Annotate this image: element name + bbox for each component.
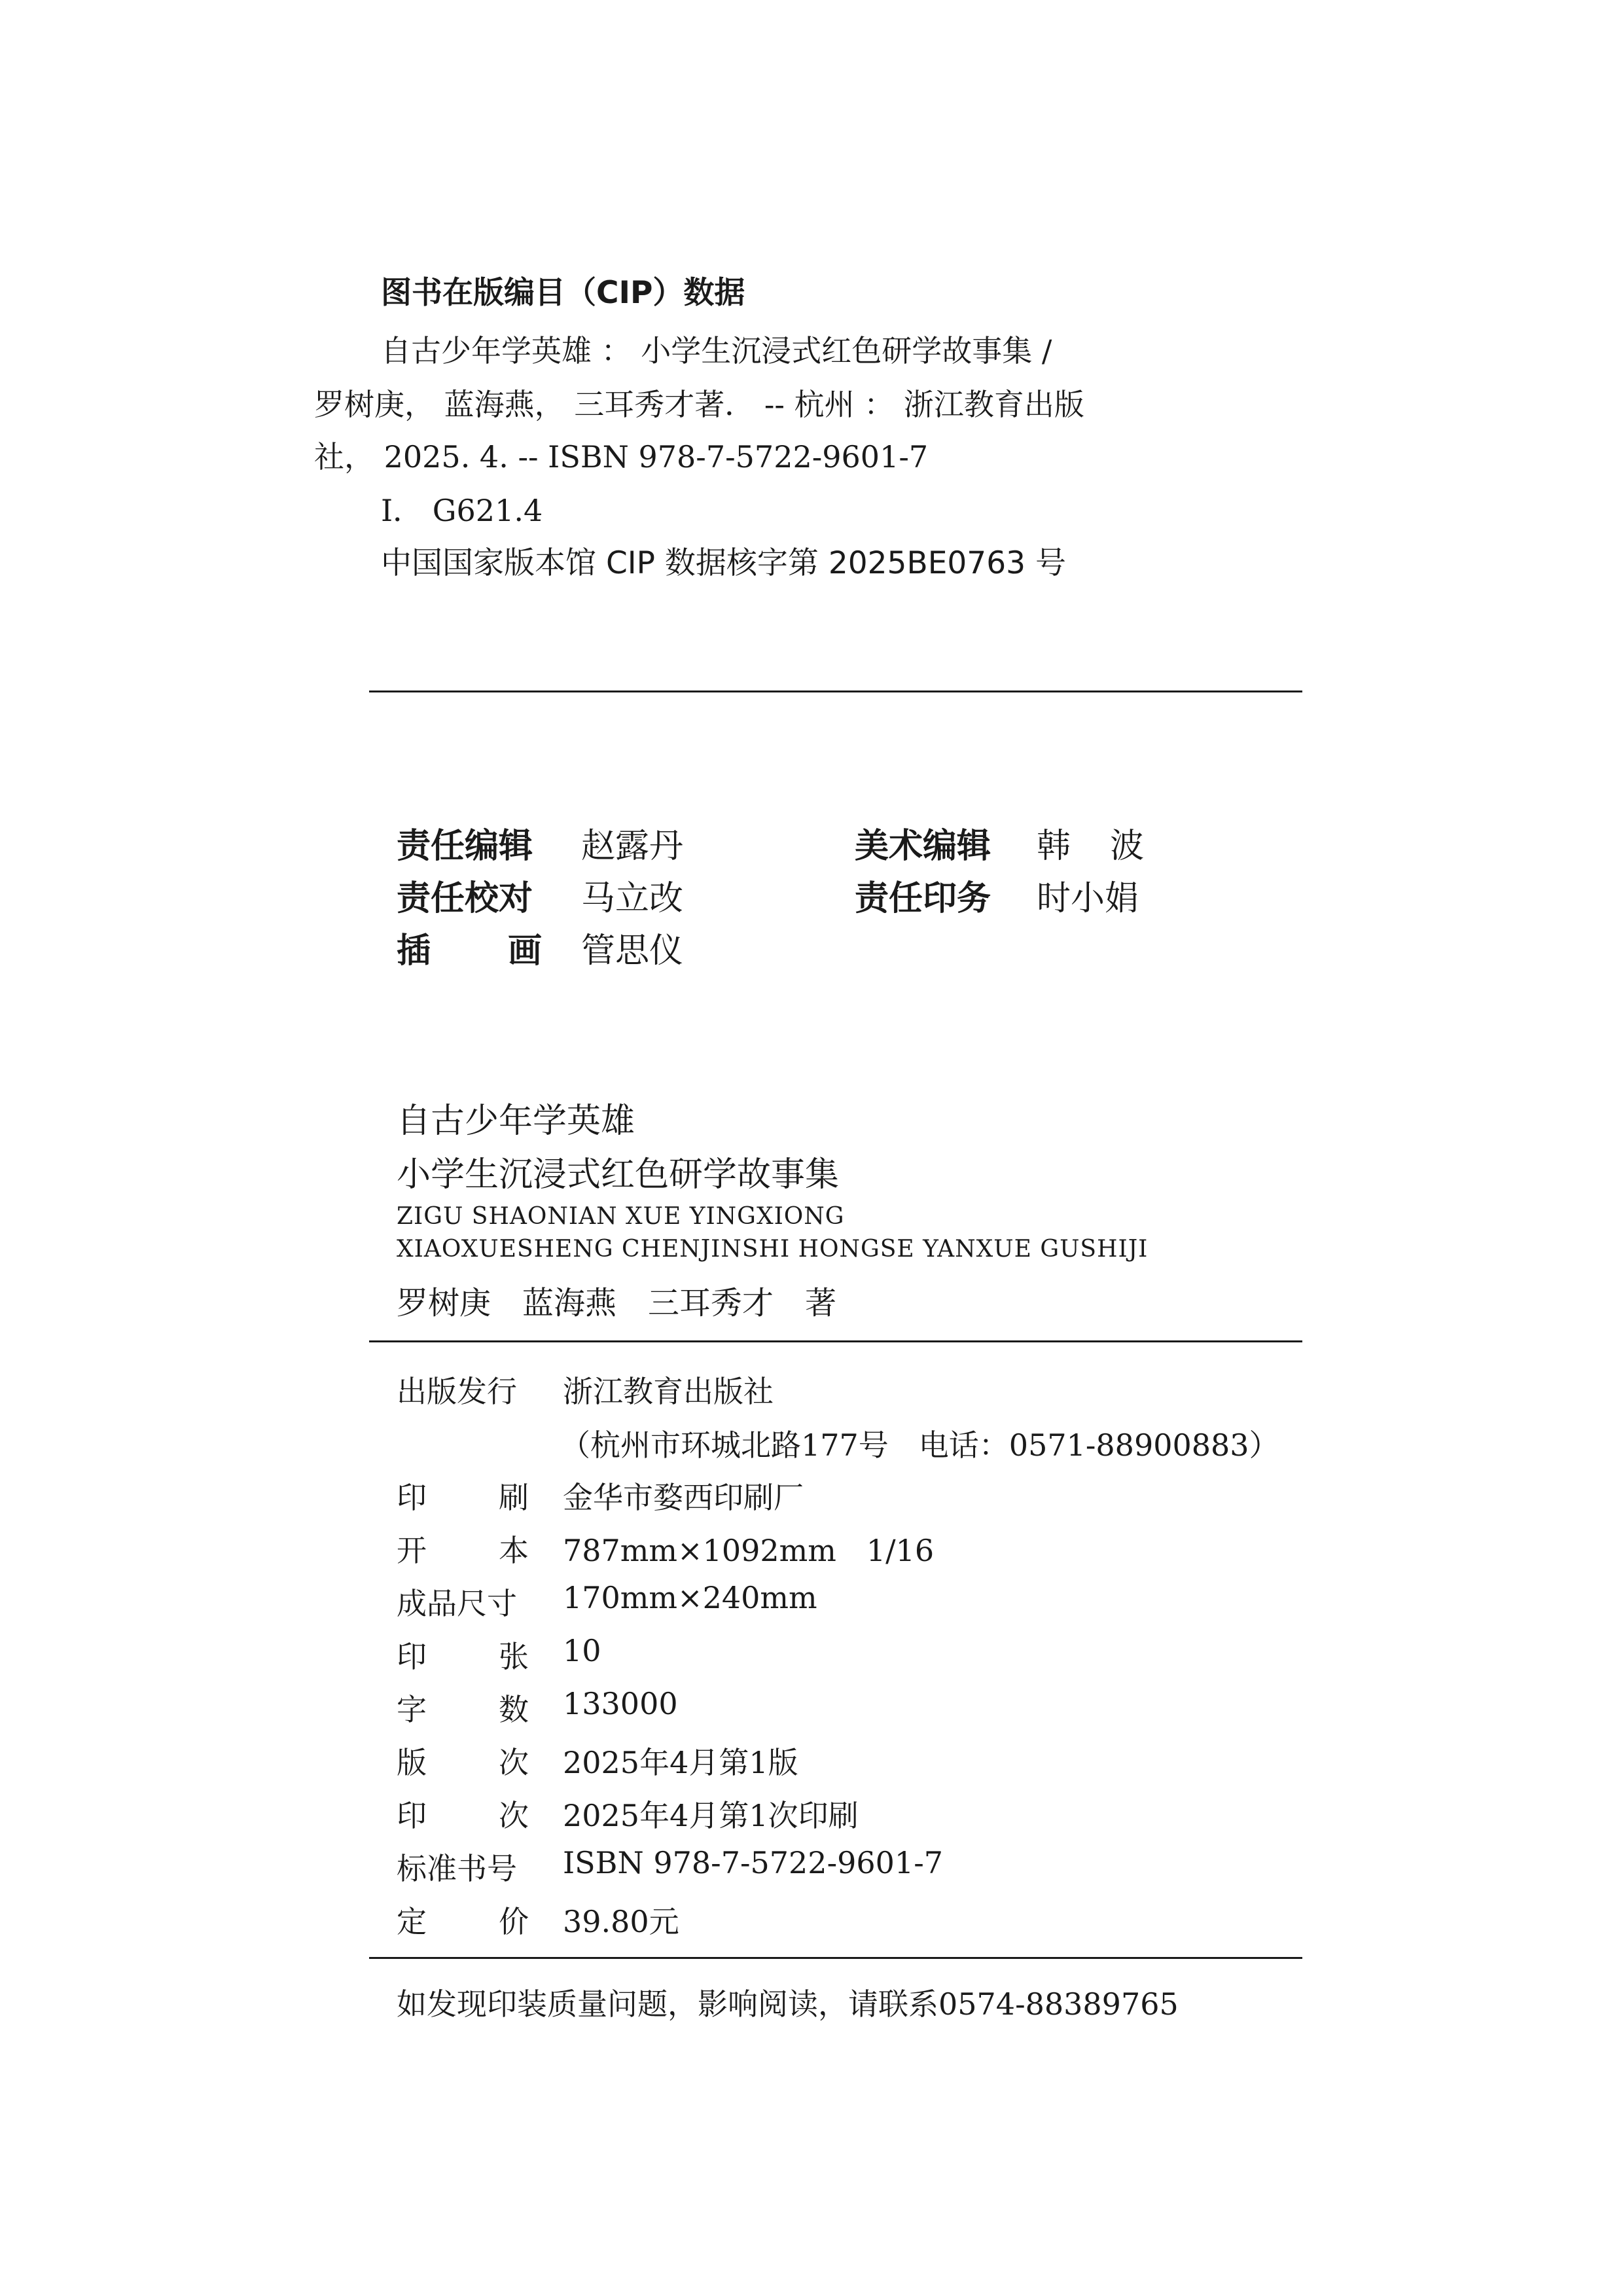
- divider-bottom: [369, 1957, 1302, 1959]
- publisher-address: （杭州市环城北路177号 电话：0571-88900883）: [560, 1427, 1279, 1463]
- impression-label-2: 次: [499, 1798, 529, 1833]
- edition-label-2: 次: [499, 1745, 529, 1780]
- cip-line-1: 自古少年学英雄 ： 小学生沉浸式红色研学故事集 /: [381, 333, 1052, 368]
- printer-value: 金华市婺西印刷厂: [563, 1480, 804, 1515]
- book-subtitle: 小学生沉浸式红色研学故事集: [397, 1155, 840, 1194]
- cip-line-5: 中国国家版本馆 CIP 数据核字第 2025BE0763 号: [381, 545, 1066, 581]
- word-count-label-1: 字: [397, 1692, 427, 1727]
- edition-label-1: 版: [397, 1745, 427, 1780]
- book-authors: 罗树庚 蓝海燕 三耳秀才 著: [397, 1285, 837, 1321]
- word-count-value: 133000: [563, 1686, 678, 1721]
- price-value: 39.80元: [563, 1904, 679, 1939]
- art-editor-value-1: 韩: [1037, 827, 1071, 866]
- cip-line-4: Ⅰ． G621.4: [381, 493, 543, 528]
- art-editor-label: 美术编辑: [855, 827, 991, 866]
- publisher-label: 出版发行: [397, 1374, 517, 1409]
- format-label-2: 本: [499, 1533, 529, 1568]
- illustrator-value: 管思仪: [581, 931, 684, 971]
- printer-label-1: 印: [397, 1480, 427, 1515]
- sheets-label-1: 印: [397, 1639, 427, 1674]
- sheets-label-2: 张: [499, 1639, 529, 1674]
- publisher-value: 浙江教育出版社: [563, 1374, 774, 1409]
- printer-label-2: 刷: [499, 1480, 529, 1515]
- price-label-1: 定: [397, 1904, 427, 1939]
- quality-notice: 如发现印装质量问题，影响阅读，请联系0574-88389765: [397, 1986, 1179, 2022]
- pinyin-subtitle: XIAOXUESHENG CHENJINSHI HONGSE YANXUE GUSHIJI: [397, 1236, 1149, 1263]
- size-value: 170mm×240mm: [563, 1580, 817, 1615]
- illustrator-label-1: 插: [397, 931, 431, 971]
- editor-value: 赵露丹: [581, 827, 684, 866]
- print-supervisor-label: 责任印务: [855, 879, 991, 918]
- format-value: 787mm×1092mm 1/16: [563, 1533, 935, 1568]
- sheets-value: 10: [563, 1633, 601, 1668]
- impression-value: 2025年4月第1次印刷: [563, 1798, 859, 1833]
- proofreader-value: 马立改: [581, 879, 684, 918]
- pinyin-title: ZIGU SHAONIAN XUE YINGXIONG: [397, 1203, 845, 1230]
- art-editor-value-2: 波: [1110, 827, 1145, 866]
- word-count-label-2: 数: [499, 1692, 529, 1727]
- format-label-1: 开: [397, 1533, 427, 1568]
- proofreader-label: 责任校对: [397, 879, 533, 918]
- cip-line-3: 社， 2025. 4. -- ISBN 978-7-5722-9601-7: [314, 439, 929, 475]
- illustrator-label-2: 画: [508, 931, 543, 971]
- cip-line-2: 罗树庚， 蓝海燕， 三耳秀才著． -- 杭州 ： 浙江教育出版: [314, 387, 1084, 422]
- edition-value: 2025年4月第1版: [563, 1745, 798, 1780]
- print-supervisor-value: 时小娟: [1037, 879, 1139, 918]
- impression-label-1: 印: [397, 1798, 427, 1833]
- divider-top: [369, 691, 1302, 692]
- isbn-label: 标准书号: [397, 1851, 517, 1886]
- size-label: 成品尺寸: [397, 1586, 517, 1621]
- cip-heading: 图书在版编目（CIP）数据: [381, 275, 745, 311]
- price-label-2: 价: [499, 1904, 529, 1939]
- isbn-value: ISBN 978-7-5722-9601-7: [563, 1845, 943, 1880]
- book-title: 自古少年学英雄: [397, 1102, 635, 1141]
- editor-label: 责任编辑: [397, 827, 533, 866]
- divider-middle: [369, 1340, 1302, 1342]
